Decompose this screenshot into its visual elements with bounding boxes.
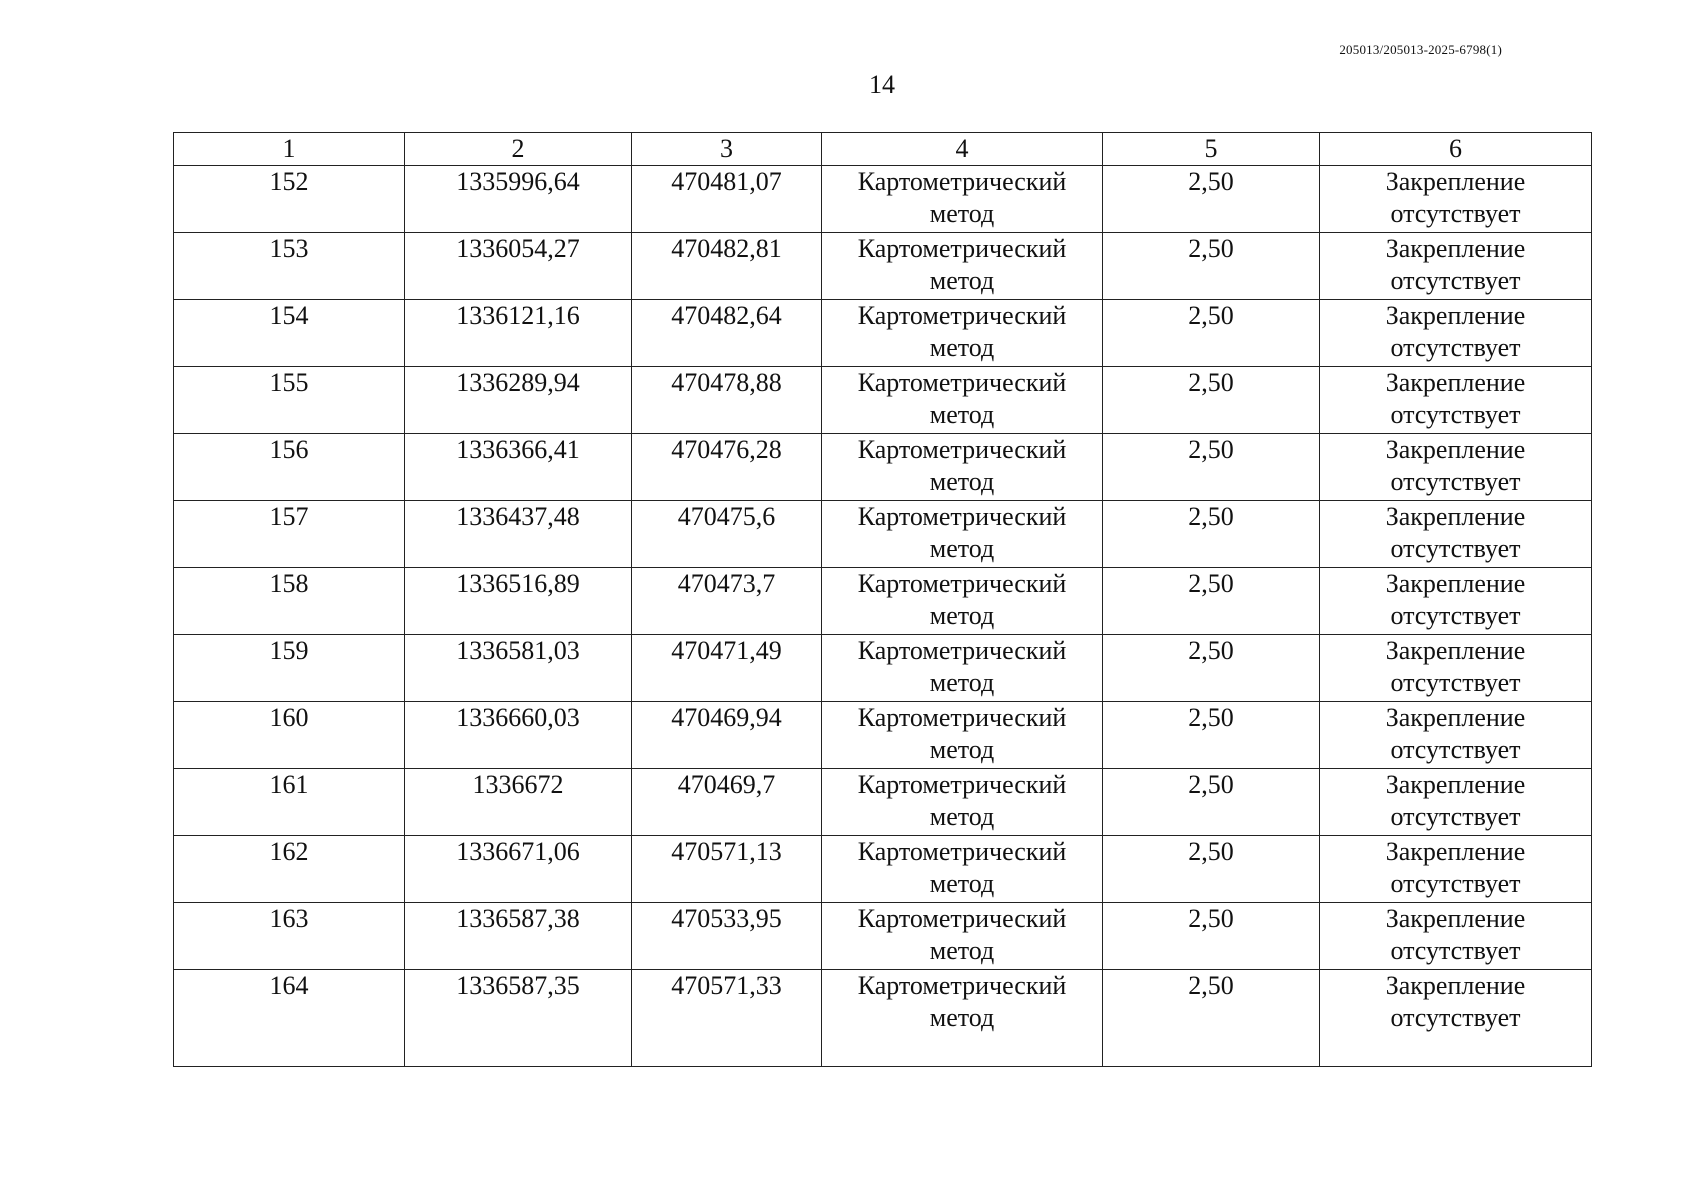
coordinate-y-cell: 470481,07 xyxy=(632,166,822,233)
method-cell xyxy=(822,233,1103,300)
coordinate-y-cell: 470469,7 xyxy=(632,769,822,836)
fixing-cell-line-2: отсутствует xyxy=(1390,266,1521,295)
column-header-1: 1 xyxy=(174,133,405,166)
coordinate-y-cell: 470475,6 xyxy=(632,501,822,568)
point-number-cell: 162 xyxy=(174,836,405,903)
fixing-cell-line-1: Закрепление xyxy=(1385,234,1526,263)
accuracy-cell: 2,50 xyxy=(1103,836,1320,903)
fixing-cell xyxy=(1320,836,1592,903)
method-cell-line-1: Картометрический xyxy=(857,569,1067,598)
coordinate-x-cell: 1336366,41 xyxy=(405,434,632,501)
method-cell-line-1: Картометрический xyxy=(857,971,1067,1000)
coordinate-x-cell: 1336660,03 xyxy=(405,702,632,769)
point-number-cell: 155 xyxy=(174,367,405,434)
accuracy-cell: 2,50 xyxy=(1103,635,1320,702)
coordinates-table xyxy=(173,132,1592,1067)
coordinate-x-cell: 1336672 xyxy=(405,769,632,836)
point-number-cell: 154 xyxy=(174,300,405,367)
coordinate-x-cell: 1336121,16 xyxy=(405,300,632,367)
fixing-cell-line-2: отсутствует xyxy=(1390,534,1521,563)
method-cell-line-2: метод xyxy=(929,668,995,697)
point-number-cell: 159 xyxy=(174,635,405,702)
coordinate-x-cell: 1336516,89 xyxy=(405,568,632,635)
coordinate-y-cell: 470478,88 xyxy=(632,367,822,434)
point-number-cell: 152 xyxy=(174,166,405,233)
method-cell xyxy=(822,367,1103,434)
page-number: 14 xyxy=(869,70,895,99)
fixing-cell-line-1: Закрепление xyxy=(1385,770,1526,799)
coordinate-y-cell: 470482,81 xyxy=(632,233,822,300)
accuracy-cell: 2,50 xyxy=(1103,903,1320,970)
coordinate-x-cell: 1336289,94 xyxy=(405,367,632,434)
method-cell-line-2: метод xyxy=(929,199,995,228)
fixing-cell-line-1: Закрепление xyxy=(1385,502,1526,531)
fixing-cell-line-1: Закрепление xyxy=(1385,837,1526,866)
fixing-cell xyxy=(1320,903,1592,970)
table-row xyxy=(174,970,1592,1067)
column-header-2: 2 xyxy=(405,133,632,166)
method-cell-line-2: метод xyxy=(929,601,995,630)
method-cell-line-1: Картометрический xyxy=(857,167,1067,196)
method-cell xyxy=(822,568,1103,635)
method-cell xyxy=(822,970,1103,1067)
method-cell-line-2: метод xyxy=(929,735,995,764)
coordinate-x-cell: 1335996,64 xyxy=(405,166,632,233)
table-row xyxy=(174,300,1592,367)
point-number-cell: 164 xyxy=(174,970,405,1067)
method-cell-line-2: метод xyxy=(929,1003,995,1032)
fixing-cell-line-1: Закрепление xyxy=(1385,167,1526,196)
table-row xyxy=(174,233,1592,300)
fixing-cell-line-1: Закрепление xyxy=(1385,569,1526,598)
table-row xyxy=(174,568,1592,635)
coordinate-x-cell: 1336437,48 xyxy=(405,501,632,568)
method-cell-line-2: метод xyxy=(929,333,995,362)
fixing-cell xyxy=(1320,434,1592,501)
column-header-3: 3 xyxy=(632,133,822,166)
fixing-cell-line-1: Закрепление xyxy=(1385,368,1526,397)
method-cell-line-1: Картометрический xyxy=(857,301,1067,330)
fixing-cell-line-2: отсутствует xyxy=(1390,802,1521,831)
method-cell-line-2: метод xyxy=(929,400,995,429)
coordinate-x-cell: 1336054,27 xyxy=(405,233,632,300)
method-cell xyxy=(822,501,1103,568)
fixing-cell-line-2: отсутствует xyxy=(1390,869,1521,898)
method-cell-line-2: метод xyxy=(929,936,995,965)
column-header-5: 5 xyxy=(1103,133,1320,166)
method-cell-line-1: Картометрический xyxy=(857,703,1067,732)
accuracy-cell: 2,50 xyxy=(1103,300,1320,367)
method-cell xyxy=(822,635,1103,702)
accuracy-cell: 2,50 xyxy=(1103,970,1320,1067)
fixing-cell-line-2: отсутствует xyxy=(1390,735,1521,764)
method-cell-line-1: Картометрический xyxy=(857,435,1067,464)
method-cell-line-1: Картометрический xyxy=(857,636,1067,665)
point-number-cell: 158 xyxy=(174,568,405,635)
table-body xyxy=(174,166,1592,1067)
fixing-cell-line-1: Закрепление xyxy=(1385,904,1526,933)
point-number-cell: 157 xyxy=(174,501,405,568)
coordinate-y-cell: 470476,28 xyxy=(632,434,822,501)
method-cell xyxy=(822,300,1103,367)
accuracy-cell: 2,50 xyxy=(1103,434,1320,501)
fixing-cell xyxy=(1320,166,1592,233)
fixing-cell-line-2: отсутствует xyxy=(1390,668,1521,697)
fixing-cell-line-1: Закрепление xyxy=(1385,435,1526,464)
table-row xyxy=(174,903,1592,970)
fixing-cell-line-1: Закрепление xyxy=(1385,703,1526,732)
method-cell-line-1: Картометрический xyxy=(857,234,1067,263)
fixing-cell-line-2: отсутствует xyxy=(1390,199,1521,228)
coordinate-y-cell: 470571,33 xyxy=(632,970,822,1067)
table-row xyxy=(174,166,1592,233)
coordinate-y-cell: 470471,49 xyxy=(632,635,822,702)
fixing-cell-line-2: отсутствует xyxy=(1390,936,1521,965)
fixing-cell-line-2: отсутствует xyxy=(1390,467,1521,496)
method-cell xyxy=(822,769,1103,836)
method-cell-line-2: метод xyxy=(929,534,995,563)
accuracy-cell: 2,50 xyxy=(1103,233,1320,300)
fixing-cell-line-2: отсутствует xyxy=(1390,601,1521,630)
fixing-cell xyxy=(1320,970,1592,1067)
column-header-4: 4 xyxy=(822,133,1103,166)
coordinate-x-cell: 1336587,38 xyxy=(405,903,632,970)
method-cell-line-2: метод xyxy=(929,869,995,898)
method-cell xyxy=(822,166,1103,233)
method-cell-line-1: Картометрический xyxy=(857,837,1067,866)
fixing-cell xyxy=(1320,501,1592,568)
fixing-cell xyxy=(1320,635,1592,702)
method-cell-line-2: метод xyxy=(929,266,995,295)
point-number-cell: 160 xyxy=(174,702,405,769)
coordinate-y-cell: 470482,64 xyxy=(632,300,822,367)
coordinate-y-cell: 470469,94 xyxy=(632,702,822,769)
method-cell-line-2: метод xyxy=(929,467,995,496)
method-cell xyxy=(822,434,1103,501)
fixing-cell-line-2: отсутствует xyxy=(1390,333,1521,362)
coordinate-y-cell: 470473,7 xyxy=(632,568,822,635)
method-cell xyxy=(822,903,1103,970)
accuracy-cell: 2,50 xyxy=(1103,367,1320,434)
accuracy-cell: 2,50 xyxy=(1103,702,1320,769)
fixing-cell-line-1: Закрепление xyxy=(1385,971,1526,1000)
table-row xyxy=(174,836,1592,903)
fixing-cell xyxy=(1320,702,1592,769)
fixing-cell-line-1: Закрепление xyxy=(1385,636,1526,665)
fixing-cell-line-2: отсутствует xyxy=(1390,400,1521,429)
column-header-6: 6 xyxy=(1320,133,1592,166)
method-cell xyxy=(822,702,1103,769)
coordinate-x-cell: 1336581,03 xyxy=(405,635,632,702)
coordinate-x-cell: 1336587,35 xyxy=(405,970,632,1067)
method-cell xyxy=(822,836,1103,903)
coordinate-y-cell: 470533,95 xyxy=(632,903,822,970)
table-row xyxy=(174,501,1592,568)
method-cell-line-1: Картометрический xyxy=(857,502,1067,531)
document-id: 205013/205013-2025-6798(1) xyxy=(1339,42,1502,57)
coordinate-y-cell: 470571,13 xyxy=(632,836,822,903)
table-header-row xyxy=(174,133,1592,166)
point-number-cell: 153 xyxy=(174,233,405,300)
table-row xyxy=(174,434,1592,501)
fixing-cell xyxy=(1320,300,1592,367)
table-row xyxy=(174,367,1592,434)
fixing-cell-line-1: Закрепление xyxy=(1385,301,1526,330)
point-number-cell: 156 xyxy=(174,434,405,501)
point-number-cell: 163 xyxy=(174,903,405,970)
method-cell-line-1: Картометрический xyxy=(857,770,1067,799)
method-cell-line-2: метод xyxy=(929,802,995,831)
table-row xyxy=(174,702,1592,769)
accuracy-cell: 2,50 xyxy=(1103,501,1320,568)
accuracy-cell: 2,50 xyxy=(1103,568,1320,635)
table-row xyxy=(174,769,1592,836)
fixing-cell xyxy=(1320,769,1592,836)
fixing-cell xyxy=(1320,568,1592,635)
fixing-cell xyxy=(1320,233,1592,300)
method-cell-line-1: Картометрический xyxy=(857,904,1067,933)
point-number-cell: 161 xyxy=(174,769,405,836)
coordinate-x-cell: 1336671,06 xyxy=(405,836,632,903)
fixing-cell-line-2: отсутствует xyxy=(1390,1003,1521,1032)
accuracy-cell: 2,50 xyxy=(1103,769,1320,836)
table-row xyxy=(174,635,1592,702)
method-cell-line-1: Картометрический xyxy=(857,368,1067,397)
accuracy-cell: 2,50 xyxy=(1103,166,1320,233)
fixing-cell xyxy=(1320,367,1592,434)
